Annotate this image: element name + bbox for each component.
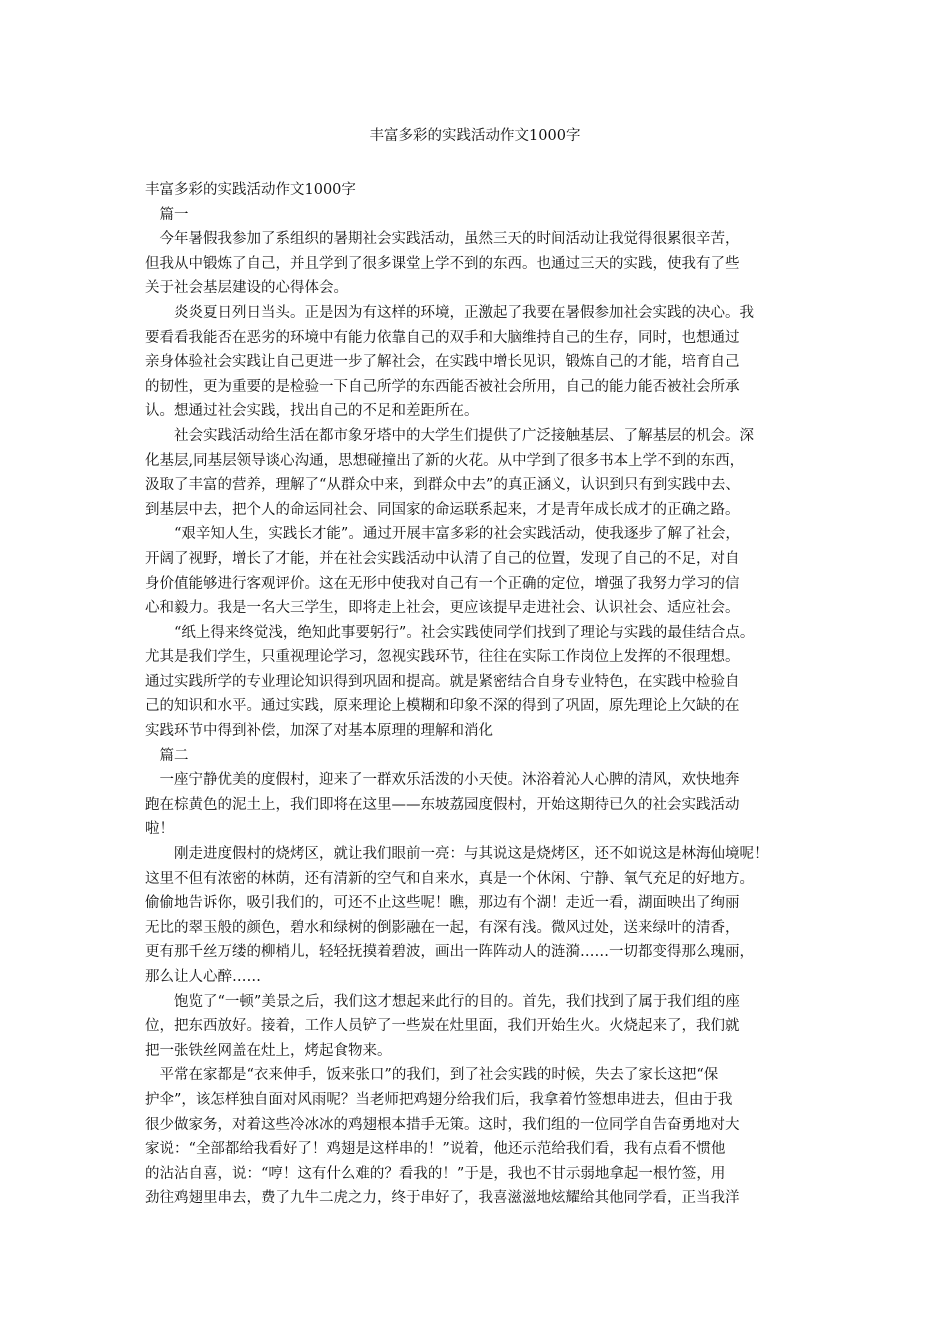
text-line: 的韧性，更为重要的是检验一下自己所学的东西能否被社会所用，自己的能力能否被社会所承 [145,378,740,395]
text-line: 心和毅力。我是一名大三学生，即将走上社会，更应该提早走进社会、认识社会、适应社会。 [145,600,740,617]
text-line: 更有那千丝万缕的柳梢儿，轻轻抚摸着碧波，画出一阵阵动人的涟漪……一切都变得那么瑰丽， [145,944,754,961]
text-line: 开阔了视野，增长了才能，并在社会实践活动中认清了自己的位置，发现了自己的不足，对自 [145,550,740,567]
text-line: 平常在家都是“衣来伸手，饭来张口”的我们，到了社会实践的时候，失去了家长这把“保 [145,1067,719,1084]
text-line: 这里不但有浓密的林荫，还有清新的空气和自来水，真是一个休闲、宁静、氧气充足的好地方。 [145,870,754,887]
text-line: 偷偷地告诉你，吸引我们的，可还不止这些呢！瞧，那边有个湖！走近一看，湖面映出了绚丽 [145,895,740,912]
text-line: 丰富多彩的实践活动作文1000字 [145,182,356,198]
text-line: 到基层中去，把个人的命运同社会、同国家的命运联系起来，才是青年成长成才的正确之路。 [145,501,740,518]
text-line: 劲往鸡翅里串去，费了九牛二虎之力，终于串好了，我喜滋滋地炫耀给其他同学看，正当我洋 [145,1190,740,1207]
text-line: 跑在棕黄色的泥土上，我们即将在这里——东坡荔园度假村，开始这期待已久的社会实践活动 [145,796,740,813]
text-line: 但我从中锻炼了自己，并且学到了很多课堂上学不到的东西。也通过三天的实践，使我有了些 [145,255,740,272]
text-line: 实践环节中得到补偿，加深了对基本原理的理解和消化 [145,723,493,740]
text-line: 认。想通过社会实践，找出自己的不足和差距所在。 [145,403,479,420]
text-line: 关于社会基层建设的心得体会。 [145,280,348,297]
document-body [145,178,817,1211]
text-line: 位，把东西放好。接着，工作人员铲了一些炭在灶里面，我们开始生火。火烧起来了，我们就 [145,1018,740,1035]
text-line: 身价值能够进行客观评价。这在无形中使我对自己有一个正确的定位，增强了我努力学习的信 [145,575,740,592]
text-line: 己的知识和水平。通过实践，原来理论上模糊和印象不深的得到了巩固，原先理论上欠缺的在 [145,698,740,715]
text-line: “艰辛知人生，实践长才能”。通过开展丰富多彩的社会实践活动，使我逐步了解了社会， [145,526,740,543]
text-line: 饱览了“一顿”美景之后，我们这才想起来此行的目的。首先，我们找到了属于我们组的座 [145,993,740,1010]
text-line: 社会实践活动给生活在都市象牙塔中的大学生们提供了广泛接触基层、了解基层的机会。深 [145,427,754,444]
text-line: 篇二 [145,747,189,764]
text-line: “纸上得来终觉浅，绝知此事要躬行”。社会实践使同学们找到了理论与实践的最佳结合点。 [145,624,755,641]
text-line: 通过实践所学的专业理论知识得到巩固和提高。就是紧密结合自身专业特色，在实践中检验自 [145,673,740,690]
text-line: 刚走进度假村的烧烤区，就让我们眼前一亮：与其说这是烧烤区，还不如说这是林海仙境呢！ [145,846,769,863]
text-line: 啦！ [145,821,174,838]
text-line: 无比的翠玉般的颜色，碧水和绿树的倒影融在一起，有深有浅。微风过处，送来绿叶的清香， [145,919,740,936]
text-line: 今年暑假我参加了系组织的暑期社会实践活动，虽然三天的时间活动让我觉得很累很辛苦， [145,231,740,248]
text-line: 一座宁静优美的度假村，迎来了一群欢乐活泼的小天使。沐浴着沁人心脾的清风，欢快地奔 [145,772,740,789]
text-line: 化基层,同基层领导谈心沟通，思想碰撞出了新的火花。从中学到了很多书本上学不到的东西， [145,452,745,469]
text-line: 炎炎夏日列日当头。正是因为有这样的环境，正激起了我要在暑假参加社会实践的决心。我 [145,304,754,321]
text-line: 篇一 [145,206,189,223]
text-line: 那么让人心醉…… [145,969,261,985]
text-line: 很少做家务，对着这些冷冰冰的鸡翅根本措手无策。这时，我们组的一位同学自告奋勇地对大 [145,1116,740,1133]
document-title: 丰富多彩的实践活动作文1000字 [369,128,581,144]
text-line: 汲取了丰富的营养，理解了“从群众中来，到群众中去”的真正涵义，认识到只有到实践中去、 [145,477,740,494]
text-line: 要看看我能否在恶劣的环境中有能力依靠自己的双手和大脑维持自己的生存，同时，也想通过 [145,329,740,346]
text-line: 的沾沾自喜，说：“哼！这有什么难的？看我的！”于是，我也不甘示弱地拿起一根竹签，用 [145,1165,726,1182]
text-line: 家说：“全部都给我看好了！鸡翅是这样串的！”说着，他还示范给我们看，我有点看不惯他 [145,1141,726,1158]
text-line: 亲身体验社会实践让自己更进一步了解社会，在实践中增长见识，锻炼自己的才能，培育自己 [145,354,740,371]
text-line: 尤其是我们学生，只重视理论学习，忽视实践环节，往往在实际工作岗位上发挥的不很理想。 [145,649,740,666]
text-line: 护伞”，该怎样独自面对风雨呢？当老师把鸡翅分给我们后，我拿着竹签想串进去，但由于我 [145,1091,733,1108]
text-line: 把一张铁丝网盖在灶上，烤起食物来。 [145,1042,392,1059]
